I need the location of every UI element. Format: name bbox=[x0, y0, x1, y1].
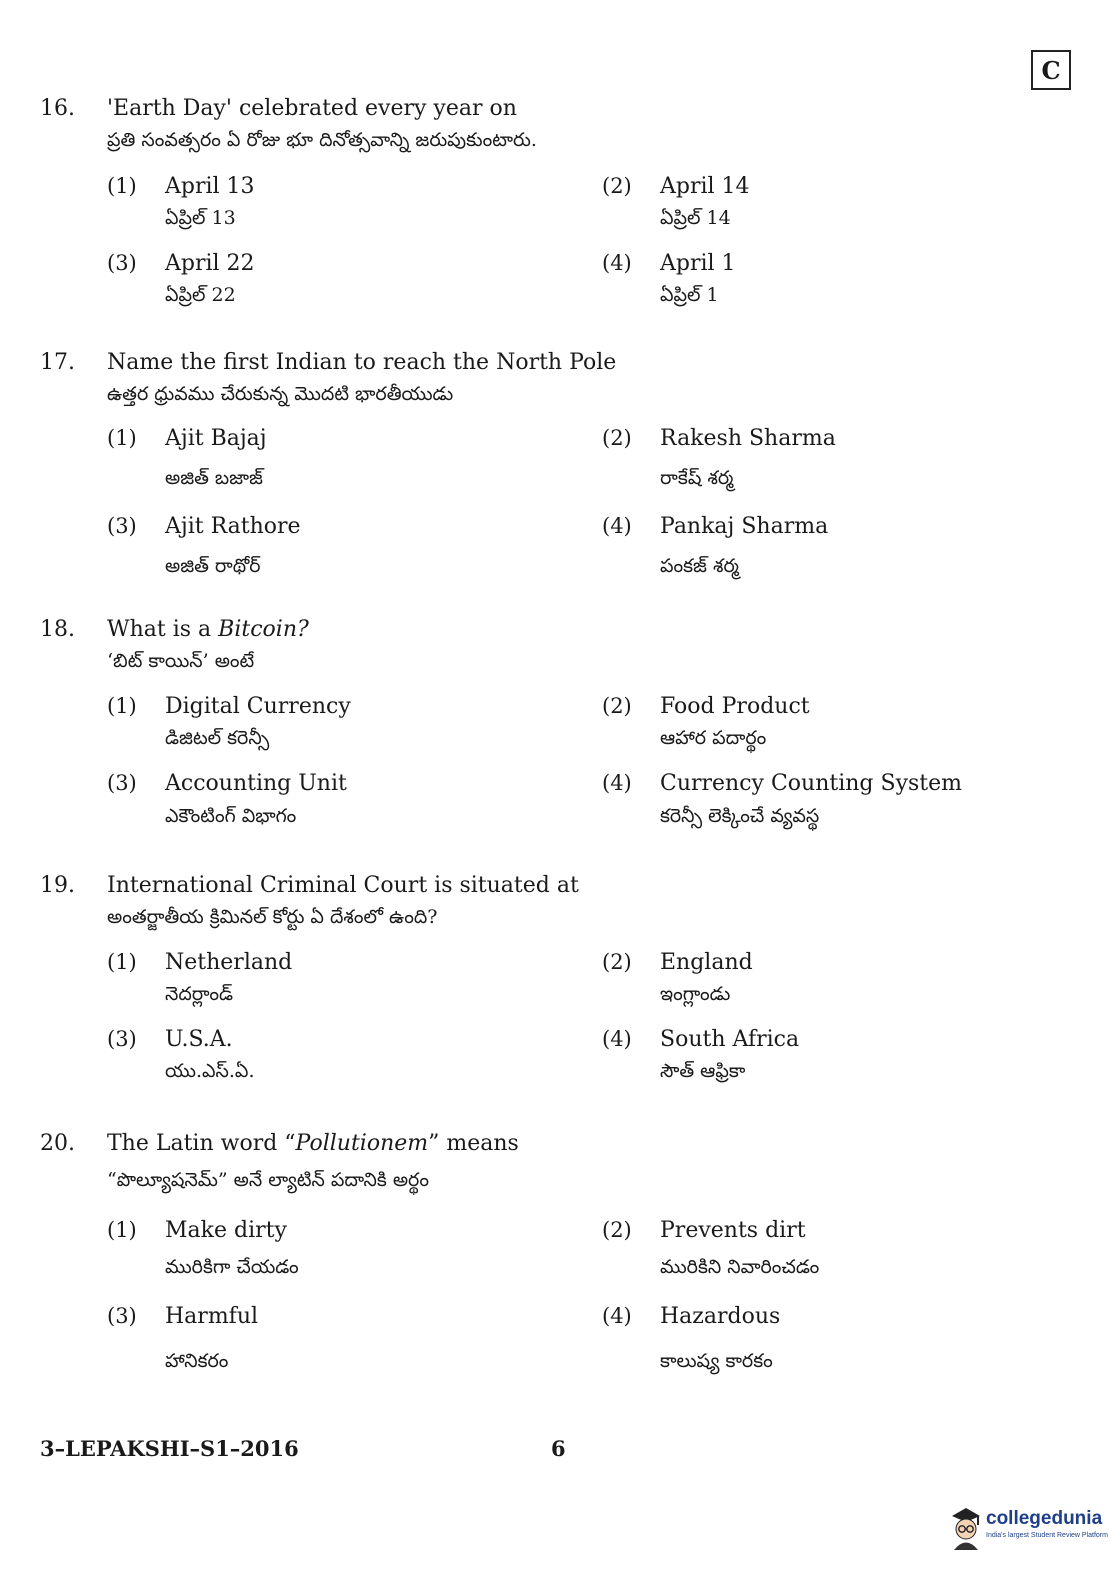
option-text-en: April 1 bbox=[660, 251, 736, 276]
question-number: 16. bbox=[40, 96, 75, 121]
option-number: (2) bbox=[602, 694, 632, 718]
option-text-en: Currency Counting System bbox=[660, 771, 963, 796]
question-number: 17. bbox=[40, 350, 75, 375]
option-text-en: April 13 bbox=[165, 174, 255, 199]
question-text-te: “పొల్యూషనెమ్” అనే ల్యాటిన్ పదానికి అర్థం bbox=[107, 1169, 429, 1191]
option-number: (1) bbox=[107, 1218, 137, 1242]
option-number: (4) bbox=[602, 514, 632, 538]
option-number: (3) bbox=[107, 1304, 137, 1328]
option-text-en: Ajit Bajaj bbox=[165, 426, 267, 451]
option-number: (1) bbox=[107, 694, 137, 718]
option-text-en: Food Product bbox=[660, 694, 810, 719]
option-text-te: హానికరం bbox=[165, 1350, 229, 1372]
option-number: (2) bbox=[602, 1218, 632, 1242]
option-number: (3) bbox=[107, 251, 137, 275]
option-number: (1) bbox=[107, 426, 137, 450]
option-number: (4) bbox=[602, 251, 632, 275]
option-text-en: Harmful bbox=[165, 1304, 259, 1329]
option-text-te: డిజిటల్ కరెన్సీ bbox=[165, 727, 270, 749]
question-text-en: Name the first Indian to reach the North Pole bbox=[107, 350, 617, 375]
option-number: (4) bbox=[602, 771, 632, 795]
option-text-en: Make dirty bbox=[165, 1218, 287, 1243]
question-text-te: అంతర్జాతీయ క్రిమినల్ కోర్టు ఏ దేశంలో ఉంది? bbox=[107, 906, 438, 928]
option-text-en: Netherland bbox=[165, 950, 293, 975]
option-text-te: యు.ఎస్.ఏ. bbox=[165, 1060, 255, 1082]
option-text-en: Accounting Unit bbox=[165, 771, 347, 796]
option-text-te: ఆహార పదార్థం bbox=[660, 727, 767, 749]
option-text-te: కాలుష్య కారకం bbox=[660, 1350, 773, 1372]
question-number: 20. bbox=[40, 1131, 75, 1156]
option-number: (2) bbox=[602, 174, 632, 198]
option-text-en: Rakesh Sharma bbox=[660, 426, 836, 451]
option-text-en: England bbox=[660, 950, 753, 975]
question-text-en: The Latin word “Pollutionem” means bbox=[107, 1131, 519, 1156]
student-avatar-icon bbox=[948, 1502, 984, 1550]
option-text-te: అజిత్ బజాజ్ bbox=[165, 467, 263, 489]
question-text-en: 'Earth Day' celebrated every year on bbox=[107, 96, 517, 121]
option-text-te: ఏప్రిల్ 1 bbox=[660, 284, 719, 306]
option-text-en: Digital Currency bbox=[165, 694, 351, 719]
option-text-te: అజిత్ రాథోర్ bbox=[165, 555, 261, 577]
option-text-te: సౌత్ ఆఫ్రికా bbox=[660, 1060, 746, 1082]
page-number: 6 bbox=[551, 1436, 566, 1461]
option-number: (3) bbox=[107, 514, 137, 538]
collegedunia-watermark bbox=[948, 1500, 1108, 1556]
option-text-en: Pankaj Sharma bbox=[660, 514, 829, 539]
question-text-te: ఉత్తర ధ్రువము చేరుకున్న మొదటి భారతీయుడు bbox=[107, 383, 454, 405]
option-number: (2) bbox=[602, 950, 632, 974]
set-code-box: C bbox=[1031, 50, 1071, 90]
brand-tagline: India's largest Student Review Platform bbox=[986, 1532, 1108, 1539]
option-text-te: కరెన్సీ లెక్కించే వ్యవస్థ bbox=[660, 805, 820, 827]
question-number: 19. bbox=[40, 873, 75, 898]
question-text-en: International Criminal Court is situated at bbox=[107, 873, 579, 898]
option-text-te: పంకజ్ శర్మ bbox=[660, 555, 739, 577]
option-number: (1) bbox=[107, 950, 137, 974]
option-text-te: ఏప్రిల్ 14 bbox=[660, 207, 731, 229]
option-number: (4) bbox=[602, 1304, 632, 1328]
option-number: (1) bbox=[107, 174, 137, 198]
option-text-te: నెదర్లాండ్ bbox=[165, 983, 234, 1005]
option-text-en: Ajit Rathore bbox=[165, 514, 301, 539]
option-text-te: మురికిని నివారించడం bbox=[660, 1256, 820, 1278]
question-text-en: What is a Bitcoin? bbox=[107, 617, 309, 642]
option-text-en: Prevents dirt bbox=[660, 1218, 806, 1243]
option-text-te: రాకేష్ శర్మ bbox=[660, 467, 734, 489]
option-number: (2) bbox=[602, 426, 632, 450]
option-text-te: ఏప్రిల్ 22 bbox=[165, 284, 236, 306]
option-text-en: April 14 bbox=[660, 174, 750, 199]
option-number: (4) bbox=[602, 1027, 632, 1051]
brand-name: collegedunia bbox=[986, 1508, 1103, 1529]
option-text-te: ఎకౌంటింగ్ విభాగం bbox=[165, 805, 297, 827]
question-number: 18. bbox=[40, 617, 75, 642]
option-text-en: U.S.A. bbox=[165, 1027, 233, 1052]
option-text-en: South Africa bbox=[660, 1027, 800, 1052]
paper-code: 3–LEPAKSHI–S1–2016 bbox=[40, 1436, 299, 1461]
question-text-te: ‘బిట్ కాయిన్’ అంటే bbox=[107, 650, 255, 672]
option-text-te: మురికిగా చేయడం bbox=[165, 1256, 299, 1278]
option-text-te: ఇంగ్లాండు bbox=[660, 983, 731, 1005]
option-number: (3) bbox=[107, 771, 137, 795]
option-text-en: Hazardous bbox=[660, 1304, 781, 1329]
option-number: (3) bbox=[107, 1027, 137, 1051]
option-text-en: April 22 bbox=[165, 251, 255, 276]
option-text-te: ఏప్రిల్ 13 bbox=[165, 207, 236, 229]
question-text-te: ప్రతి సంవత్సరం ఏ రోజు భూ దినోత్సవాన్ని జరుపుకుంటారు. bbox=[107, 129, 537, 151]
